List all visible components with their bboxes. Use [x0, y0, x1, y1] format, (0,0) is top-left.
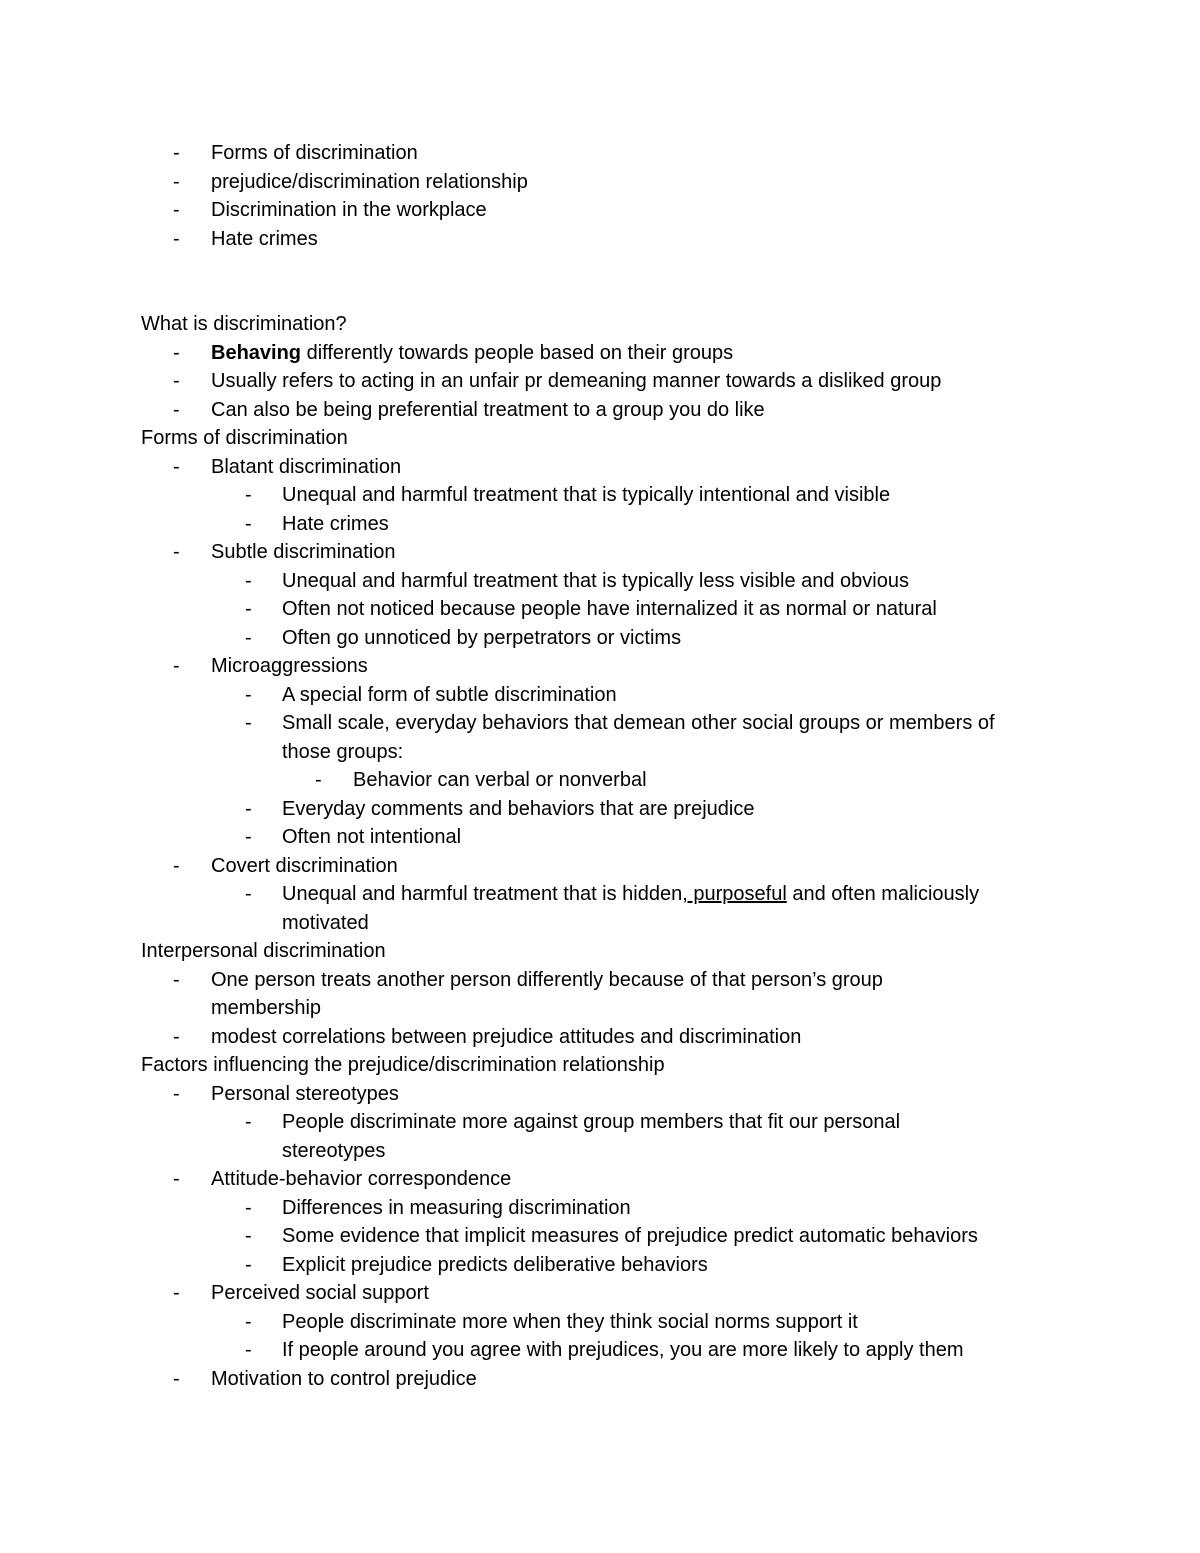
bullet-dash: - [173, 655, 180, 677]
list-item-text: Can also be being preferential treatment to a group you do like [211, 398, 765, 421]
list-item-text: Blatant discrimination [211, 455, 402, 478]
sub-list-item [0, 624, 1200, 653]
list-item-text: People discriminate more against group members that fit our personal [282, 1111, 901, 1133]
term-description: differently towards people based on their groups [301, 341, 734, 364]
text-segment: Unequal and harmful treatment that is hidden [282, 883, 683, 905]
list-item-text: Forms of discrimination [211, 142, 418, 164]
wrapped-line [0, 738, 1200, 767]
sub-list-item [0, 681, 1200, 710]
list-item [0, 652, 1200, 681]
bullet-dash: - [173, 142, 180, 164]
list-item [0, 396, 1200, 425]
list-item-text: Motivation to control prejudice [211, 1367, 477, 1390]
bullet-dash: - [245, 1196, 252, 1219]
list-item-text: If people around you agree with prejudices, you are more likely to apply them [282, 1339, 964, 1361]
bullet-dash: - [173, 170, 180, 193]
bullet-dash: - [245, 598, 252, 620]
list-item-text: Personal stereotypes [211, 1082, 399, 1105]
list-item-text: modest correlations between prejudice attitudes and discrimination [211, 1025, 802, 1048]
sub-list-item [0, 481, 1200, 510]
sub-list-item [0, 1222, 1200, 1251]
wrapped-line [0, 1137, 1200, 1166]
bullet-dash: - [245, 484, 252, 506]
bullet-dash: - [245, 712, 252, 734]
bullet-dash: - [245, 1111, 252, 1133]
sub-list-item [0, 1194, 1200, 1223]
bullet-dash: - [245, 626, 252, 649]
list-item-text: Microaggressions [211, 655, 368, 677]
section-heading-what: What is discrimination? [141, 313, 347, 335]
list-item [0, 453, 1200, 482]
list-item-text [282, 880, 979, 909]
section-heading-interpersonal: Interpersonal discrimination [141, 940, 386, 962]
list-item [0, 1080, 1200, 1109]
list-item [0, 168, 1200, 197]
bullet-dash: - [173, 1367, 180, 1390]
list-item-text: Often not noticed because people have internalized it as normal or natural [282, 598, 937, 620]
list-item-text: Explicit prejudice predicts deliberative behaviors [282, 1253, 708, 1276]
bullet-dash: - [173, 1282, 180, 1304]
bullet-dash: - [315, 769, 322, 791]
bullet-dash: - [245, 569, 252, 592]
list-item [0, 852, 1200, 881]
bullet-dash: - [245, 797, 252, 820]
bullet-dash: - [245, 1253, 252, 1276]
list-item-text: Attitude-behavior correspondence [211, 1168, 512, 1190]
bullet-dash: - [173, 398, 180, 421]
list-item [0, 367, 1200, 396]
list-item-text [211, 339, 733, 368]
list-item-text: Usually refers to acting in an unfair pr demeaning manner towards a disliked group [211, 370, 942, 392]
section-heading-forms: Forms of discrimination [141, 427, 348, 449]
list-item-text: Small scale, everyday behaviors that demean other social groups or members of [282, 712, 995, 734]
list-item-text: Unequal and harmful treatment that is typically less visible and obvious [282, 569, 909, 592]
list-item-text: A special form of subtle discrimination [282, 683, 617, 706]
bullet-dash: - [245, 1339, 252, 1361]
list-item [0, 196, 1200, 225]
bullet-dash: - [173, 455, 180, 478]
list-item-text: Hate crimes [282, 512, 389, 535]
list-item-text: Hate crimes [211, 227, 318, 250]
bullet-dash: - [173, 370, 180, 392]
list-item-text: Differences in measuring discrimination [282, 1196, 631, 1219]
sub-list-item [0, 1336, 1200, 1365]
underlined-term: , purposeful [682, 883, 787, 905]
bullet-dash: - [245, 883, 252, 905]
list-item [0, 966, 1200, 995]
wrapped-line [0, 909, 1200, 938]
bold-term: Behaving [211, 341, 302, 364]
list-item-text: motivated [282, 911, 369, 934]
sub-list-item [0, 709, 1200, 738]
list-item-text: People discriminate more when they think social norms support it [282, 1310, 858, 1333]
sub-list-item [0, 1251, 1200, 1280]
sub-list-item [0, 1308, 1200, 1337]
wrapped-line [0, 994, 1200, 1023]
list-item [0, 1165, 1200, 1194]
bullet-dash: - [173, 854, 180, 877]
list-item [0, 225, 1200, 254]
bullet-dash: - [173, 968, 180, 991]
list-item-text: Discrimination in the workplace [211, 199, 487, 221]
text-segment: and often maliciously [786, 883, 980, 905]
notes-body [0, 310, 1200, 1393]
bullet-dash: - [245, 1310, 252, 1333]
sub-list-item [0, 510, 1200, 539]
bullet-dash: - [173, 199, 180, 221]
bullet-dash: - [173, 1025, 180, 1048]
list-item-text: stereotypes [282, 1139, 386, 1162]
list-item-text: Perceived social support [211, 1282, 429, 1304]
list-item-text: those groups: [282, 740, 404, 763]
list-item [0, 1023, 1200, 1052]
list-item-text: prejudice/discrimination relationship [211, 170, 528, 193]
list-item [0, 1365, 1200, 1394]
list-item-text: Often not intentional [282, 826, 462, 848]
sub-list-item [0, 595, 1200, 624]
sub-list-item [0, 880, 1200, 909]
list-item [0, 339, 1200, 368]
list-item-text: Often go unnoticed by perpetrators or victims [282, 626, 682, 649]
list-item-text: Everyday comments and behaviors that are prejudice [282, 797, 755, 820]
bullet-dash: - [173, 1168, 180, 1190]
list-item [0, 139, 1200, 168]
bullet-dash: - [245, 826, 252, 848]
bullet-dash: - [173, 1082, 180, 1105]
list-item [0, 1279, 1200, 1308]
bullet-dash: - [173, 541, 180, 563]
sub-list-item [0, 567, 1200, 596]
list-item-text: Covert discrimination [211, 854, 398, 877]
list-item [0, 538, 1200, 567]
bullet-dash: - [173, 341, 180, 364]
list-item-text: One person treats another person differently because of that person’s group [211, 968, 883, 991]
bullet-dash: - [245, 1225, 252, 1247]
list-item-text: Subtle discrimination [211, 541, 396, 563]
list-item-text: Behavior can verbal or nonverbal [353, 769, 647, 791]
list-item-text: membership [211, 997, 322, 1019]
sub-list-item [0, 823, 1200, 852]
sub-list-item [0, 795, 1200, 824]
section-heading-factors: Factors influencing the prejudice/discrimination relationship [141, 1054, 665, 1076]
sub-list-item [0, 1108, 1200, 1137]
sub-sub-list-item [0, 766, 1200, 795]
bullet-dash: - [245, 512, 252, 535]
list-item-text: Some evidence that implicit measures of prejudice predict automatic behaviors [282, 1225, 978, 1247]
topic-list [0, 139, 1200, 253]
list-item-text: Unequal and harmful treatment that is typically intentional and visible [282, 484, 891, 506]
bullet-dash: - [245, 683, 252, 706]
bullet-dash: - [173, 227, 180, 250]
